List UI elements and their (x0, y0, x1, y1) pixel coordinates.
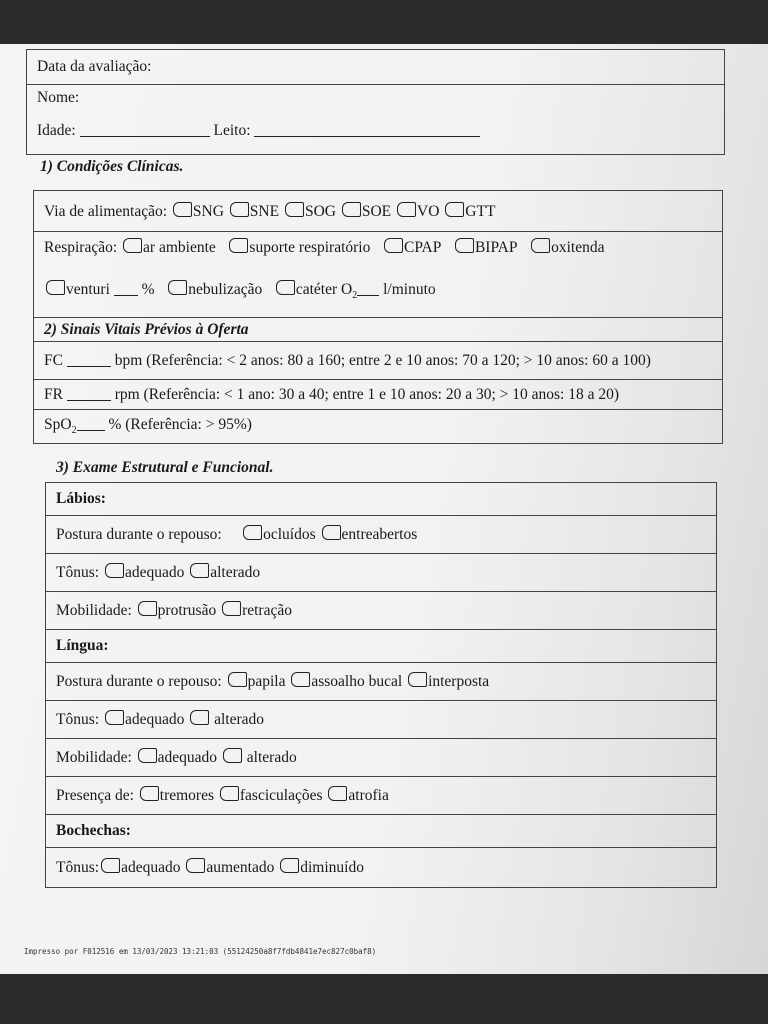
leito-label: Leito: (213, 122, 251, 139)
fc-row: FC bpm (Referência: < 2 anos: 80 a 160; entre 2 e 10 anos: 70 a 120; > 10 anos: 60 a 100) (34, 342, 723, 380)
patient-info-table (26, 49, 725, 155)
checkbox-gtt[interactable] (445, 202, 464, 217)
checkbox-sog[interactable] (285, 202, 304, 217)
labios-tonus-row: Tônus: adequado alterado (46, 554, 717, 592)
checkbox-assoalho-bucal[interactable] (291, 672, 310, 687)
checkbox-soe[interactable] (342, 202, 361, 217)
lingua-tonus-row: Tônus: adequado alterado (46, 701, 717, 739)
checkbox-lingua-tonus-alterado[interactable] (190, 710, 209, 725)
bochechas-heading: Bochechas: (46, 815, 717, 848)
checkbox-lingua-mob-adequado[interactable] (138, 748, 157, 763)
via-alimentacao-row: Via de alimentação: SNG SNE SOG SOE VO GTT (34, 191, 723, 232)
checkbox-diminuido[interactable] (280, 858, 299, 873)
respiracao-label: Respiração: (44, 239, 118, 256)
checkbox-interposta[interactable] (408, 672, 427, 687)
idade-label: Idade: (37, 122, 76, 139)
checkbox-tremores[interactable] (140, 786, 159, 801)
spo2-blank[interactable] (77, 430, 105, 431)
nome-label: Nome: (37, 89, 80, 106)
checkbox-fasciculacoes[interactable] (220, 786, 239, 801)
checkbox-suporte-respiratorio[interactable] (229, 238, 248, 253)
checkbox-papila[interactable] (228, 672, 247, 687)
leito-blank[interactable] (254, 136, 480, 137)
fr-row: FR rpm (Referência: < 1 ano: 30 a 40; entre 1 e 10 anos: 20 a 30; > 10 anos: 18 a 20) (34, 380, 723, 410)
data-avaliacao-field[interactable]: Data da avaliação: (27, 50, 725, 85)
checkbox-vo[interactable] (397, 202, 416, 217)
fr-blank[interactable] (67, 400, 111, 401)
checkbox-sng[interactable] (173, 202, 192, 217)
lingua-mobilidade-row: Mobilidade: adequado alterado (46, 739, 717, 777)
lingua-presenca-row: Presença de: tremores fasciculações atrofia (46, 777, 717, 815)
section3-title: 3) Exame Estrutural e Funcional. (56, 459, 274, 476)
checkbox-nebulizacao[interactable] (168, 280, 187, 295)
checkbox-labios-adequado[interactable] (105, 563, 124, 578)
checkbox-bipap[interactable] (455, 238, 474, 253)
spo2-row: SpO$_2$ % (Referência: > 95%) (34, 410, 723, 444)
bochechas-tonus-row: Tônus: adequado aumentado diminuído (46, 848, 717, 888)
checkbox-protrusao[interactable] (138, 601, 157, 616)
checkbox-cpap[interactable] (384, 238, 403, 253)
venturi-blank[interactable] (114, 295, 138, 296)
checkbox-ocluidos[interactable] (243, 525, 262, 540)
labios-heading: Lábios: (46, 483, 717, 516)
labios-postura-row: Postura durante o repouso: ocluídos entreabertos (46, 516, 717, 554)
cateter-blank[interactable] (357, 295, 379, 296)
checkbox-aumentado[interactable] (186, 858, 205, 873)
idade-blank[interactable] (80, 136, 210, 137)
section1-title: 1) Condições Clínicas. (40, 158, 184, 175)
labios-mobilidade-row: Mobilidade: protrusão retração (46, 592, 717, 630)
print-footer: Impresso por F012516 em 13/03/2023 13:21:03 (55124250a8f7fdb4841e7ec827c0baf8) (24, 947, 377, 956)
checkbox-cateter[interactable] (276, 280, 295, 295)
checkbox-lingua-mob-alterado[interactable] (223, 748, 242, 763)
checkbox-atrofia[interactable] (328, 786, 347, 801)
checkbox-lingua-tonus-adequado[interactable] (105, 710, 124, 725)
clinical-conditions-table (33, 190, 723, 444)
checkbox-labios-alterado[interactable] (190, 563, 209, 578)
checkbox-sne[interactable] (230, 202, 249, 217)
exame-estrutural-table (45, 482, 717, 888)
checkbox-retracao[interactable] (222, 601, 241, 616)
checkbox-bochechas-adequado[interactable] (101, 858, 120, 873)
checkbox-oxitenda[interactable] (531, 238, 550, 253)
checkbox-venturi[interactable] (46, 280, 65, 295)
lingua-postura-row: Postura durante o repouso: papila assoalho bucal interposta (46, 663, 717, 701)
section2-title: 2) Sinais Vitais Prévios à Oferta (34, 318, 723, 342)
fc-blank[interactable] (67, 366, 111, 367)
checkbox-ar-ambiente[interactable] (123, 238, 142, 253)
via-label: Via de alimentação: (44, 202, 168, 220)
lingua-heading: Língua: (46, 630, 717, 663)
patient-name-age-field[interactable] (27, 85, 725, 155)
checkbox-entreabertos[interactable] (322, 525, 341, 540)
respiracao-row: Respiração: ar ambiente suporte respiratório CPAP BIPAP oxitenda venturi % nebulização catéter $O_2$ l/minuto (34, 232, 723, 318)
